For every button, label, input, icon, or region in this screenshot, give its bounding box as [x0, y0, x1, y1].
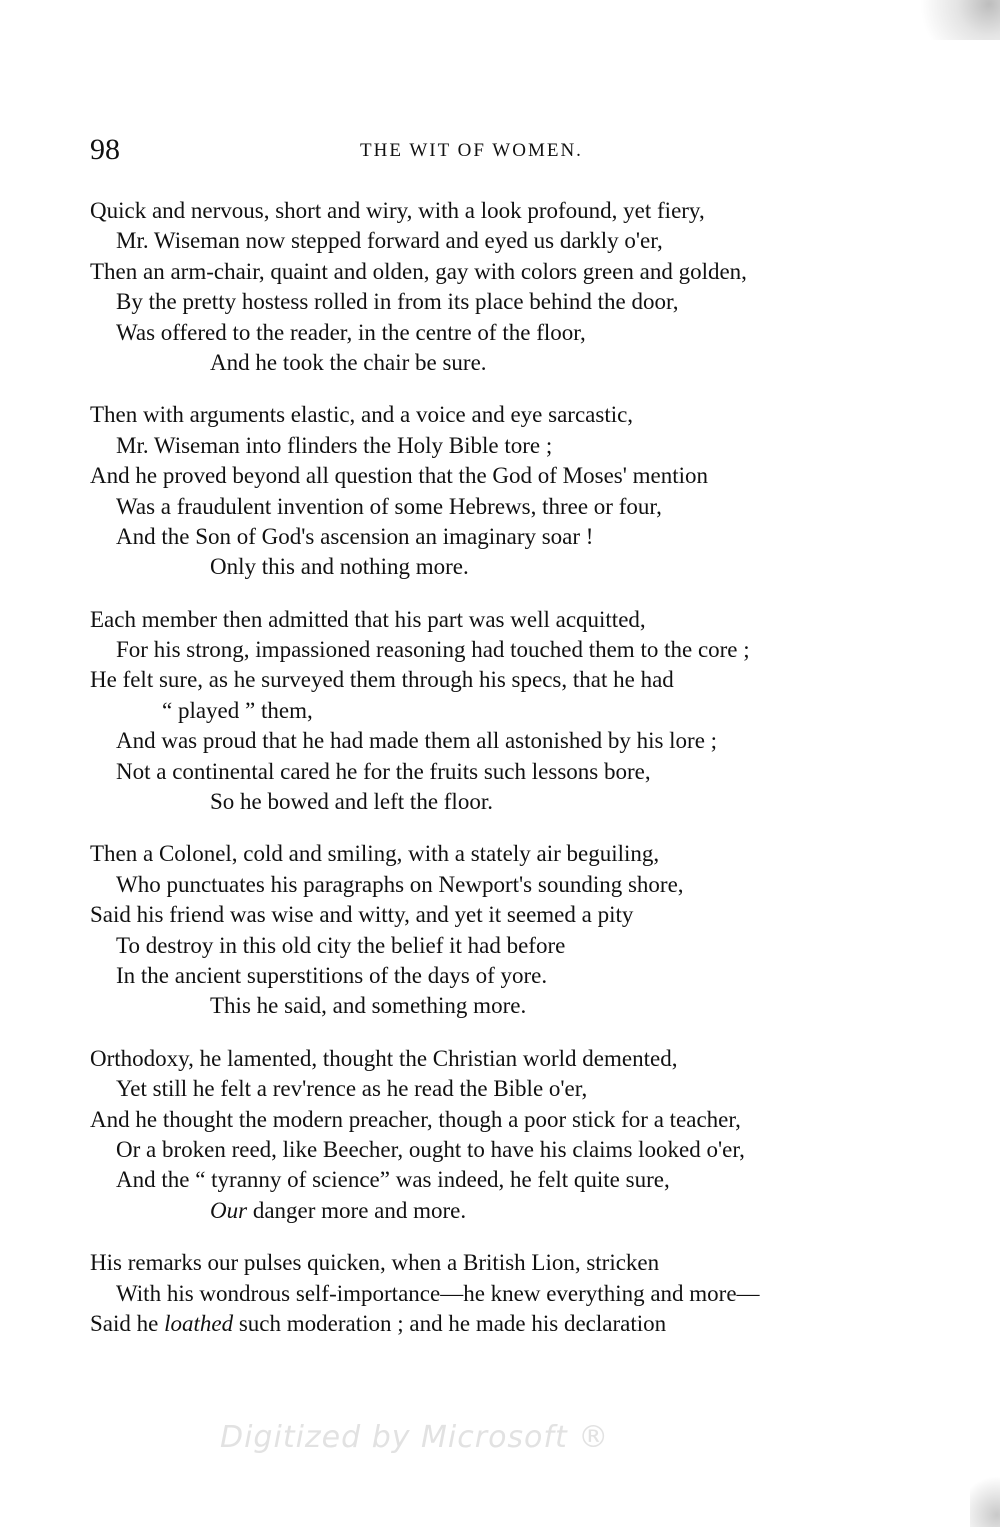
line-segment: Said he [90, 1310, 165, 1336]
poem-refrain: Only this and nothing more. [210, 554, 469, 580]
poem-line: Quick and nervous, short and wiry, with a look profound, yet fiery, [90, 198, 705, 223]
poem-line: He felt sure, as he surveyed them through his specs, that he had [90, 667, 674, 693]
poem-line: For his strong, impassioned reasoning had touched them to the core ; [116, 637, 750, 663]
poem-line: Not a continental cared he for the fruits such lessons bore, [116, 758, 651, 784]
poem-line: Orthodoxy, he lamented, thought the Christian world demented, [90, 1045, 678, 1071]
poem-line: And was proud that he had made them all astonished by his lore ; [116, 728, 718, 754]
refrain-text: danger more and more. [247, 1197, 467, 1223]
stanza [90, 605, 910, 818]
italic-word: Our [210, 1197, 248, 1223]
stanza [90, 839, 910, 1021]
poem-refrain: This he said, and something more. [210, 993, 527, 1019]
stanza [90, 196, 910, 378]
poem-line: Mr. Wiseman into flinders the Holy Bible tore ; [116, 432, 553, 458]
poem-line: Was offered to the reader, in the centre of the floor, [116, 319, 586, 345]
stanza [90, 400, 910, 582]
poem-refrain: And he took the chair be sure. [210, 349, 487, 375]
poem-line: Yet still he felt a rev'rence as he read the Bible o'er, [116, 1076, 588, 1102]
poem-line: Said his friend was wise and witty, and yet it seemed a pity [90, 902, 634, 928]
poem-line: Mr. Wiseman now stepped forward and eyed us darkly o'er, [116, 228, 663, 254]
stanza [90, 1248, 910, 1339]
poem-line: To destroy in this old city the belief it had before [116, 932, 566, 958]
poem-line: In the ancient superstitions of the days of yore. [116, 962, 548, 988]
poem-line [90, 1309, 910, 1339]
poem-line: Then with arguments elastic, and a voice and eye sarcastic, [90, 402, 634, 428]
poem-line: His remarks our pulses quicken, when a British Lion, stricken [90, 1250, 660, 1276]
poem-refrain: So he bowed and left the floor. [210, 789, 493, 815]
running-head: THE WIT OF WOMEN. [360, 140, 583, 161]
line-segment: such moderation ; and he made his declaration [233, 1310, 667, 1336]
poem-line: Was a fraudulent invention of some Hebrews, three or four, [116, 493, 662, 519]
italic-word: loathed [164, 1310, 234, 1336]
digitization-watermark: Digitized by Microsoft ® [220, 1420, 610, 1455]
poem-line: Each member then admitted that his part was well acquitted, [90, 606, 646, 632]
poem-line: Then a Colonel, cold and smiling, with a stately air beguiling, [90, 841, 660, 867]
scan-artifact [890, 0, 1000, 40]
poem-line-continuation: “ played ” them, [162, 697, 313, 723]
poem-line: Or a broken reed, like Beecher, ought to have his claims looked o'er, [116, 1136, 745, 1162]
poem-line: Then an arm-chair, quaint and olden, gay with colors green and golden, [90, 258, 747, 284]
stanza [90, 1044, 910, 1226]
poem-line: And the Son of God's ascension an imaginary soar ! [116, 523, 594, 549]
poem [90, 196, 910, 1361]
poem-line: With his wondrous self-importance—he knew everything and more— [116, 1280, 760, 1306]
poem-line: And he thought the modern preacher, though a poor stick for a teacher, [90, 1106, 741, 1132]
poem-line: And he proved beyond all question that the God of Moses' mention [90, 463, 709, 489]
poem-line: And the “ tyranny of science” was indeed, he felt quite sure, [116, 1167, 670, 1193]
page-number: 98 [90, 133, 120, 166]
scan-artifact-bottom [970, 1467, 1000, 1527]
poem-line: Who punctuates his paragraphs on Newport's sounding shore, [116, 871, 684, 897]
poem-refrain [90, 1196, 910, 1226]
poem-line: By the pretty hostess rolled in from its place behind the door, [116, 289, 679, 315]
